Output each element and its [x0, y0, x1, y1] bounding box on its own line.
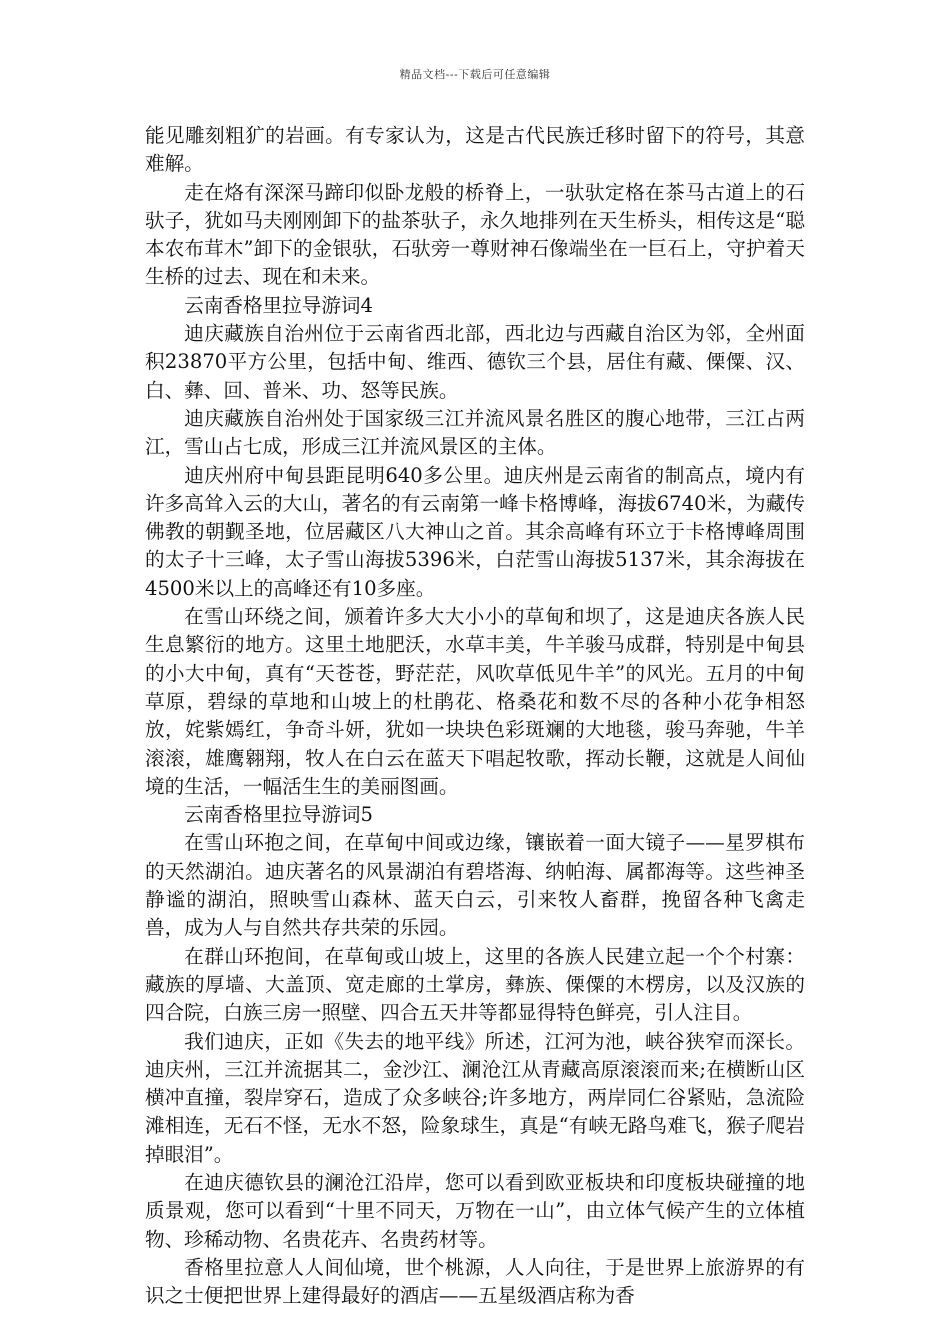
paragraph: 在群山环抱间，在草甸或山坡上，这里的各族人民建立起一个个村寨：藏族的厚墙、大盖顶、宽走廊的土掌房，彝族、傈僳的木楞房，以及汉族的四合院，白族三房一照壁、四合五天井等都显得特色鲜亮，引人注目。 — [145, 944, 805, 1025]
paragraph: 迪庆藏族自治州处于国家级三江并流风景名胜区的腹心地带，三江占两江，雪山占七成，形成三江并流风景区的主体。 — [145, 406, 805, 459]
paragraph: 在迪庆德钦县的澜沧江沿岸，您可以看到欧亚板块和印度板块碰撞的地质景观，您可以看到“十里不同天，万物在一山”，由立体气候产生的立体植物、珍稀动物、名贵花卉、名贵药材等。 — [145, 1170, 805, 1251]
paragraph: 迪庆州府中甸县距昆明640多公里。迪庆州是云南省的制高点，境内有许多高耸入云的大山，著名的有云南第一峰卡格博峰，海拔6740米，为藏传佛教的朝觐圣地，位居藏区八大神山之首。其余高峰有环立于卡格博峰周围的太子十三峰，太子雪山海拔5396米，白茫雪山海拔5137米，其余海拔在4500米以上的高峰还有10多座。 — [145, 463, 805, 600]
paragraph: 我们迪庆，正如《失去的地平线》所述，江河为池，峡谷狭窄而深长。迪庆州，三江并流据其二，金沙江、澜沧江从青藏高原滚滚而来;在横断山区横冲直撞，裂岸穿石，造成了众多峡谷;许多地方，两岸同仁谷紧贴，急流险滩相连，无石不怪，无水不怒，险象球生，真是“有峡无路鸟难飞，猴子爬岩掉眼泪”。 — [145, 1029, 805, 1166]
document-body — [145, 122, 805, 1310]
paragraph: 走在烙有深深马蹄印似卧龙般的桥脊上，一驮驮定格在茶马古道上的石驮子，犹如马夫刚刚卸下的盐茶驮子，永久地排列在天生桥头，相传这是“聪本农布茸木”卸下的金银驮，石驮旁一尊财神石像端坐在一巨石上，守护着天生桥的过去、现在和未来。 — [145, 180, 805, 289]
paragraph: 在雪山环抱之间，在草甸中间或边缘，镶嵌着一面大镜子——星罗棋布的天然湖泊。迪庆著名的风景湖泊有碧塔海、纳帕海、属都海等。这些神圣静谧的湖泊，照映雪山森林、蓝天白云，引来牧人畜群，挽留各种飞禽走兽，成为人与自然共存共荣的乐园。 — [145, 831, 805, 940]
paragraph: 在雪山环绕之间，颁着许多大大小小的草甸和坝了，这是迪庆各族人民生息繁衍的地方。这里土地肥沃，水草丰美，牛羊骏马成群，特别是中甸县的小大中甸，真有“天苍苍，野茫茫，风吹草低见牛羊”的风光。五月的中甸草原，碧绿的草地和山坡上的杜鹃花、格桑花和数不尽的各种小花争相怒放，姹紫嫣红，争奇斗妍，犹如一块块色彩斑斓的大地毯，骏马奔驰，牛羊滚滚，雄鹰翱翔，牧人在白云在蓝天下唱起牧歌，挥动长鞭，这就是人间仙境的生活，一幅活生生的美丽图画。 — [145, 605, 805, 798]
section-heading: 云南香格里拉导游词4 — [184, 293, 373, 317]
page-header: 精品文档---下载后可任意编辑 — [399, 68, 551, 81]
paragraph: 迪庆藏族自治州位于云南省西北部，西北边与西藏自治区为邻，全州面积23870平方公里，包括中甸、维西、德钦三个县，居住有藏、傈僳、汉、白、彝、回、普米、功、怒等民族。 — [145, 322, 805, 402]
section-heading: 云南香格里拉导游词5 — [184, 803, 373, 827]
paragraph: 香格里拉意人人间仙境，世个桃源，人人向往，于是世界上旅游界的有识之士便把世界上建得最好的酒店——五星级酒店称为香 — [145, 1255, 805, 1308]
paragraph: 能见雕刻粗犷的岩画。有专家认为，这是古代民族迁移时留下的符号，其意难解。 — [145, 124, 805, 176]
